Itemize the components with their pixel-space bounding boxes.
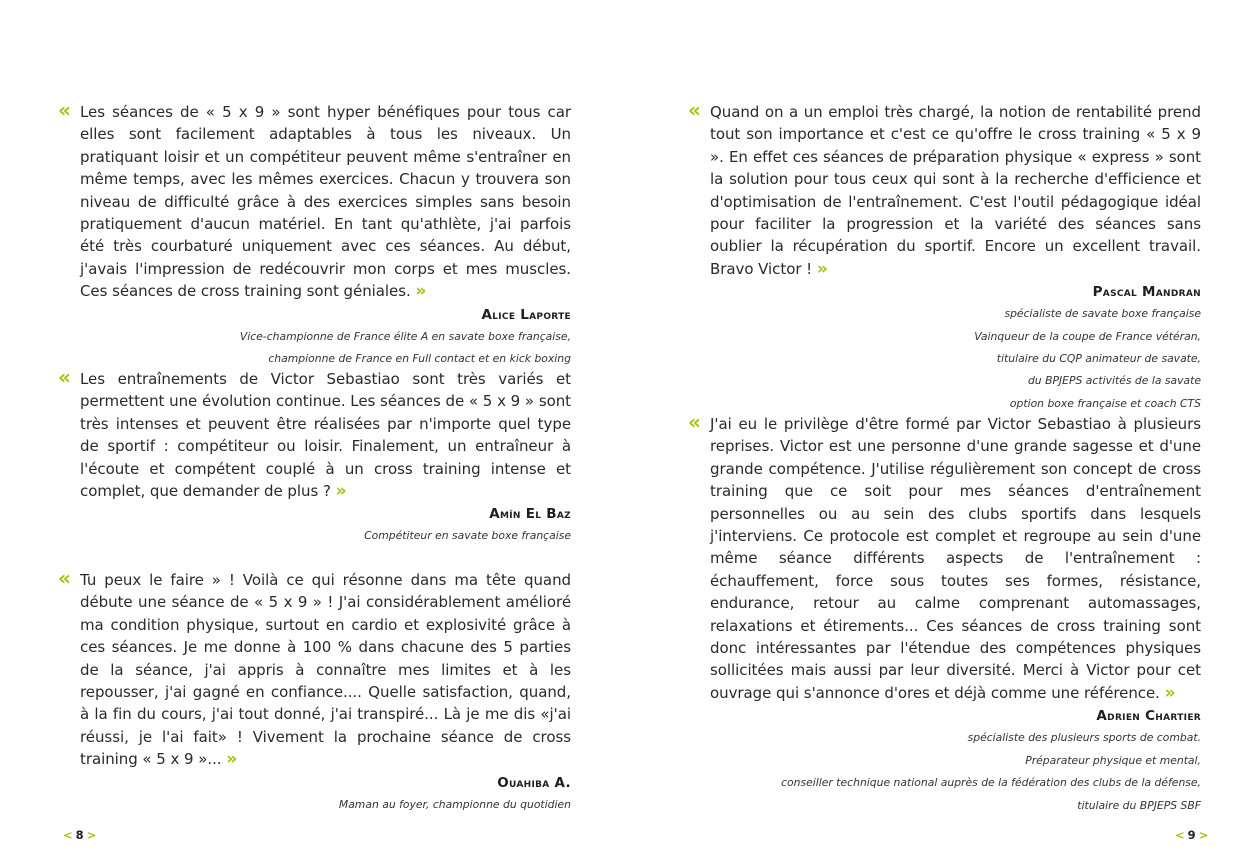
close-quote-icon: » [816, 258, 828, 279]
right-page [630, 0, 1259, 866]
author-role: titulaire du CQP animateur de savate, [996, 352, 1201, 366]
author-role: option boxe française et coach CTS [1009, 396, 1201, 410]
author-role: Préparateur physique et mental, [1025, 753, 1201, 767]
author-role: Vainqueur de la coupe de France vétéran, [974, 329, 1201, 343]
testimonial-author: Pascal Mandran [1092, 284, 1201, 301]
chevron-right-icon: > [86, 828, 97, 842]
testimonial-adrien-chartier [688, 410, 1201, 817]
open-quote-icon: « [58, 365, 71, 389]
author-role: Compétiteur en savate boxe française [364, 529, 571, 543]
testimonial-pascal-mandran [688, 98, 1201, 415]
chevron-right-icon: > [1198, 828, 1209, 842]
testimonial-author: Ouahiba A. [497, 774, 571, 791]
left-page [0, 0, 629, 866]
close-quote-icon: » [335, 481, 347, 502]
author-role: spécialiste des plusieurs sports de combat. [967, 731, 1201, 745]
close-quote-icon: » [226, 749, 238, 770]
testimonial-text: Tu peux le faire » ! Voilà ce qui résonne dans ma tête quand débute une séance de « 5 x 9 » ! J'ai considérablement amélioré ma condition physique, surtout en cardio et explosivité grâce à ces séances. Je me donne à 100 % dans chacune des 5 parties de la séance, j'ai appris à connaître mes limites et à les repousser, j'ai gagné en confiance.... Quelle satisfaction, quand, à la fin du cours, j'ai tout donné, j'ai transpiré... Là je me dis «j'ai réussi, je l'ai fait» ! Vivement la prochaine séance de cross training « 5 x 9 »... » [80, 571, 571, 770]
testimonial-text: J'ai eu le privilège d'être formé par Victor Sebastiao à plusieurs reprises. Victor est une personne d'une grande sagesse et d'une grande compétence. J'utilise régulièrement son concept de cross training que ce soit pour mes séances d'entraînement personnelles ou au sein des clubs sportifs dans lesquels j'interviens. Ce protocole est complet et regroupe au sein d'une même séance différents aspects de l'entraînement : échauffement, force sous toutes ses formes, résistance, endurance, retour au calme comprenant automassages, relaxations et étirements... Ces séances de cross training sont donc intéressantes par l'étendue des compétences physiques sollicitées mais aussi par leur diversité. Merci à Victor pour cet ouvrage qui s'annonce d'ores et déjà comme une référence. » [710, 415, 1201, 703]
author-role: championne de France en Full contact et en kick boxing [268, 352, 571, 366]
testimonial-text: Quand on a un emploi très chargé, la notion de rentabilité prend tout son importance et c'est ce qu'offre le cross training « 5 x 9 ». En effet ces séances de préparation physique « express » sont la solution pour tous ceux qui sont à la recherche d'efficience et d'optimisation de l'entraînement. C'est l'outil pédagogique idéal pour faciliter la progression et la variété des séances sans oublier la récupération du sportif. Encore un excellent travail. Bravo Victor ! » [710, 103, 1201, 279]
testimonial-author: Amîn El Baz [489, 506, 571, 523]
close-quote-icon: » [1164, 682, 1176, 703]
testimonial-amin-el-baz [58, 365, 571, 548]
author-role: Maman au foyer, championne du quotidien [338, 797, 571, 811]
open-quote-icon: « [688, 410, 701, 434]
testimonial-author: Adrien Chartier [1096, 708, 1201, 725]
testimonial-alice-laporte [58, 98, 571, 370]
testimonial-text: Les séances de « 5 x 9 » sont hyper bénéfiques pour tous car elles sont facilement adaptables à tous les niveaux. Un pratiquant loisir et un compétiteur peuvent même s'entraîner en même temps, avec les mêmes exercices. Chacun y trouvera son niveau de difficulté grâce à des exercices simples sans besoin pratiquement d'aucun matériel. En tant qu'athlète, j'ai parfois été très courbaturé uniquement avec ces séances. Au début, j'avais l'impression de redécouvrir mon corps et mes muscles. Ces séances de cross training sont géniales. » [80, 103, 571, 302]
page-number: < 9 > [1175, 828, 1209, 842]
author-role: du BPJEPS activités de la savate [1027, 374, 1201, 388]
author-role: spécialiste de savate boxe française [1004, 307, 1201, 321]
page-number: < 8 > [63, 828, 97, 842]
open-quote-icon: « [688, 98, 701, 122]
author-role: titulaire du BPJEPS SBF [1077, 798, 1201, 812]
open-quote-icon: « [58, 566, 71, 590]
chevron-left-icon: < [63, 828, 73, 842]
author-role: conseiller technique national auprès de la fédération des clubs de la défense, [781, 776, 1201, 790]
close-quote-icon: » [415, 281, 427, 302]
testimonial-text: Les entraînements de Victor Sebastiao sont très variés et permettent une évolution continue. Les séances de « 5 x 9 » sont très intenses et peuvent être réalisées par n'importe quel type de sportif : compétiteur ou loisir. Finalement, un entraîneur à l'écoute et compétent couplé à un cross training intense et complet, que demander de plus ? » [80, 370, 571, 502]
chevron-left-icon: < [1175, 828, 1185, 842]
testimonial-author: Alice Laporte [481, 306, 571, 323]
open-quote-icon: « [58, 98, 71, 122]
author-role: Vice-championne de France élite A en savate boxe française, [239, 329, 571, 343]
testimonial-ouahiba [58, 566, 571, 816]
